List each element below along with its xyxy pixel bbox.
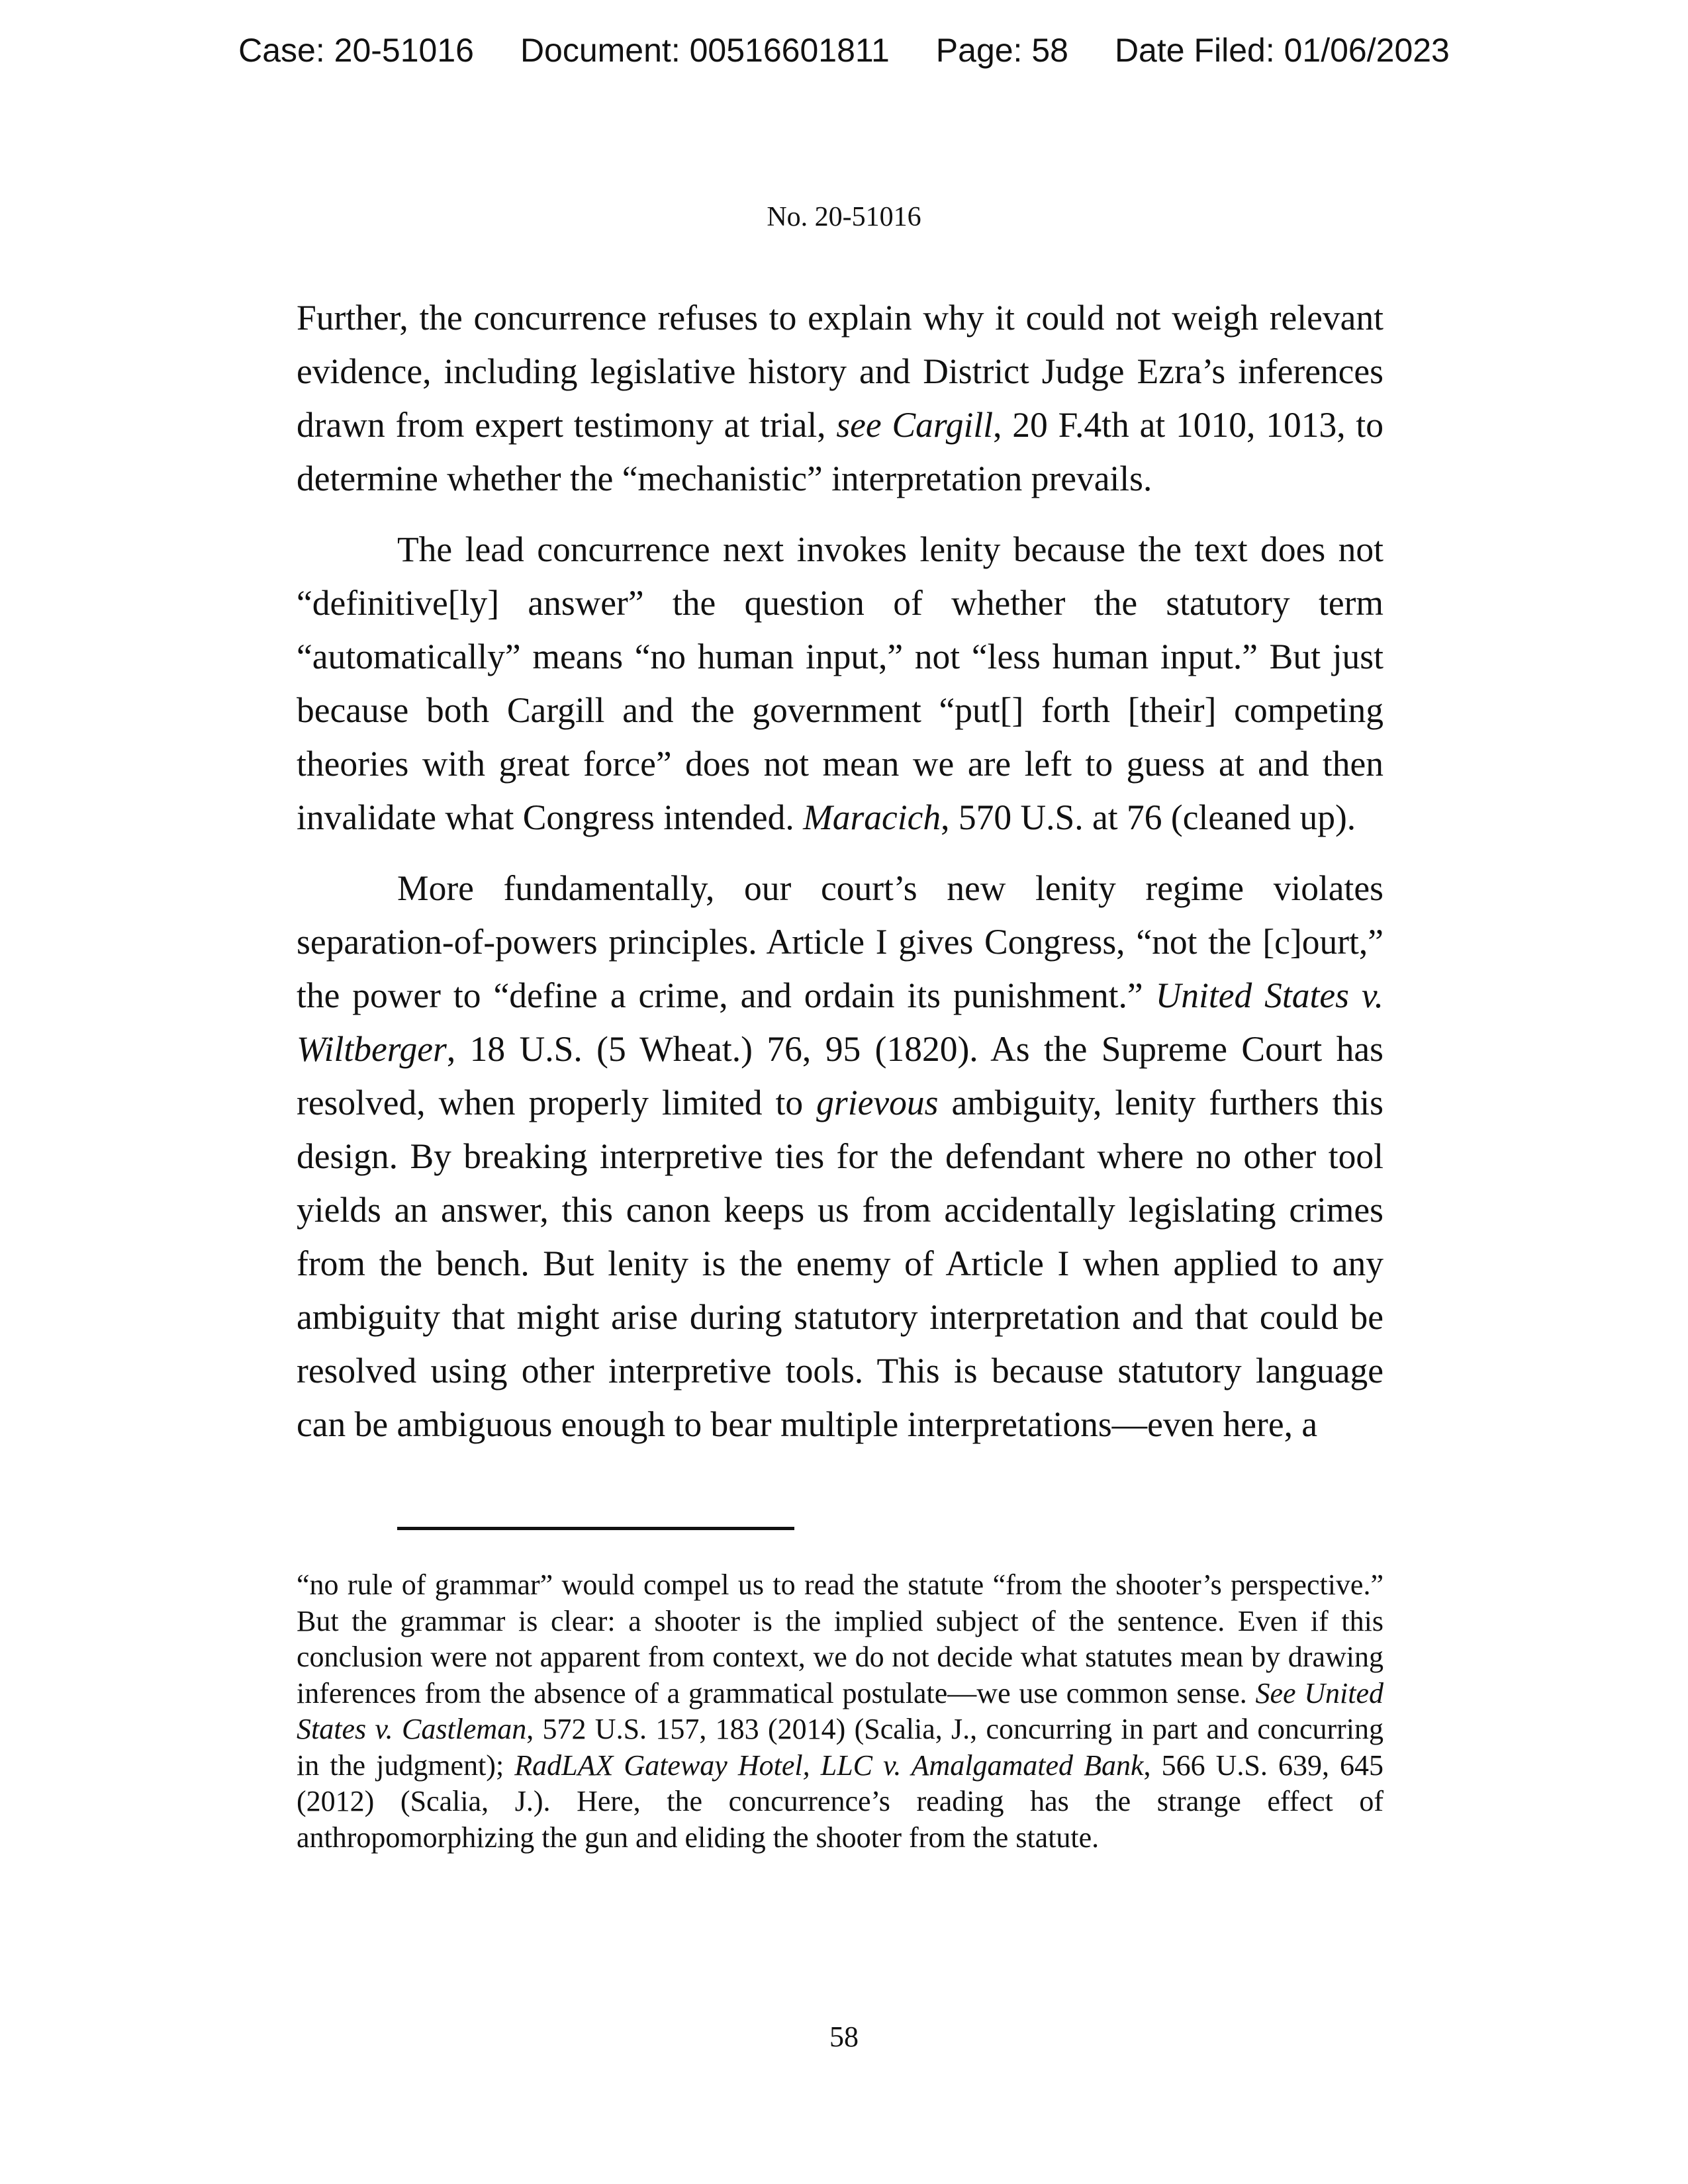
citation-radlax: RadLAX Gateway Hotel, LLC v. Amalgamated Bank	[514, 1749, 1144, 1782]
docket-number: No. 20-51016	[767, 202, 921, 232]
filing-header	[0, 28, 1688, 73]
paragraph-2: The lead concurrence next invokes lenity because the text does not “definitive[ly] answer” the question of whether the statutory term “automatically” means “no human input,” not “less human input.” But just because both Cargill and the government “put[] forth [their] competing theories with great force” does not mean we are left to guess at and then invalidate what Congress intended. Maracich, 570 U.S. at 76 (cleaned up).	[297, 529, 1383, 837]
page-label: Page: 58	[935, 32, 1068, 69]
paragraph-1: Further, the concurrence refuses to explain why it could not weigh relevant evidence, including legislative history and District Judge Ezra’s inferences drawn from expert testimony at trial, see Cargill, 20 F.4th at 1010, 1013, to determine whether the “mechanistic” interpretation prevails.	[297, 298, 1383, 498]
footnote-divider	[397, 1527, 794, 1530]
footnote	[297, 1567, 1383, 1856]
paragraph-3: More fundamentally, our court’s new lenity regime violates separation-of-powers principles. Article I gives Congress, “not the [c]ourt,” the power to “define a crime, and ordain its punishment.” United States v. Wiltberger, 18 U.S. (5 Wheat.) 76, 95 (1820). As the Supreme Court has resolved, when properly limited to grievous ambiguity, lenity furthers this design. By breaking interpretive ties for the defendant where no other tool yields an answer, this canon keeps us from accidentally legislating crimes from the bench. But lenity is the enemy of Article I when applied to any ambiguity that might arise during statutory interpretation and that could be resolved using other interpretive tools. This is because statutory language can be ambiguous enough to bear multiple interpretations—even here, a	[297, 868, 1383, 1444]
footnote-text: “no rule of grammar” would compel us to read the statute “from the shooter’s perspective.” But the grammar is clear: a shooter is the implied subject of the sentence. Even if this conclusion were not apparent from context, we do not decide what statutes mean by drawing inferences from the absence of a grammatical postulate—we use common sense. See United States v. Castleman, 572 U.S. 157, 183 (2014) (Scalia, J., concurring in part and concurring in the judgment); RadLAX Gateway Hotel, LLC v. Amalgamated Bank, 566 U.S. 639, 645 (2012) (Scalia, J.). Here, the concurrence’s reading has the strange effect of anthropomorphizing the gun and eliding the shooter from the statute.	[297, 1569, 1384, 1854]
date-filed: Date Filed: 01/06/2023	[1114, 32, 1450, 69]
citation-see-cargill: see Cargill	[836, 405, 994, 445]
citation-maracich: Maracich	[803, 797, 941, 837]
page-number: 58	[829, 2021, 859, 2053]
citation-wiltberger: United States v. Wiltberger	[297, 976, 1383, 1069]
emphasis-grievous: grievous	[816, 1083, 939, 1122]
case-number: Case: 20-51016	[238, 32, 474, 69]
citation-castleman: See United States v. Castleman	[297, 1676, 1384, 1745]
opinion-body	[297, 291, 1383, 1469]
document-number: Document: 00516601811	[520, 32, 890, 69]
